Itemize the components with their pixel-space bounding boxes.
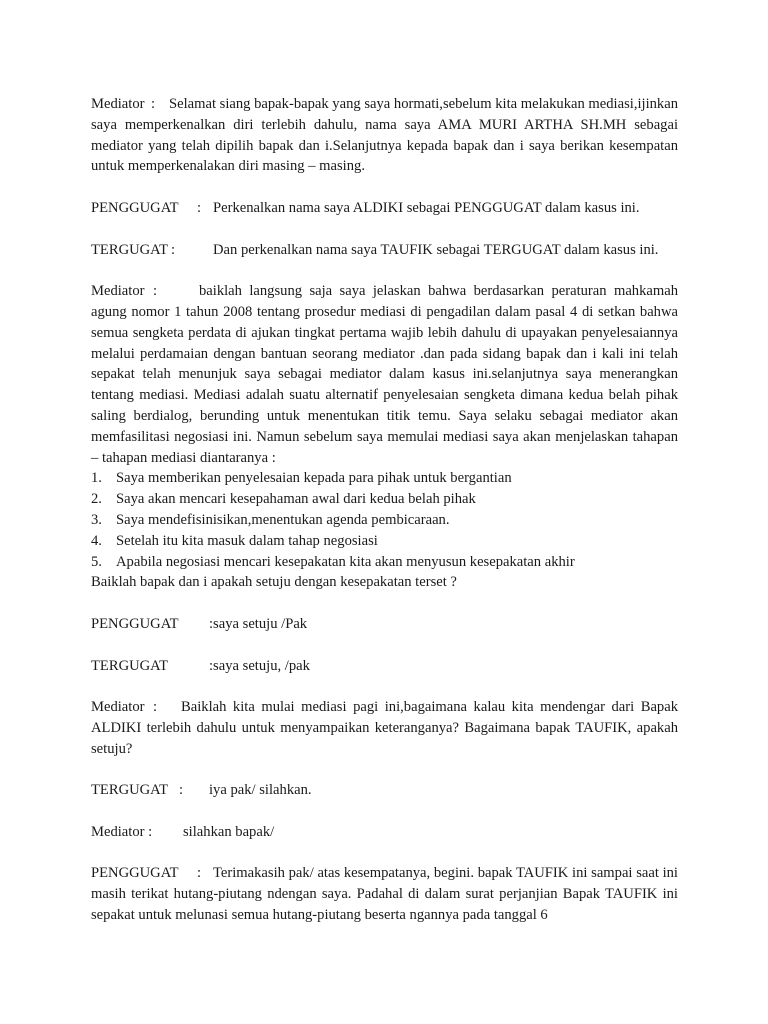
list-text: Saya akan mencari kesepahaman awal dari kedua belah pihak [116, 491, 476, 508]
dialogue-text: baiklah langsung saja saya jelaskan bahwa berdasarkan peraturan mahkamah agung nomor 1 tahun 2008 tentang prosedur mediasi di pengadilan dalam pasal 4 di setkan bahwa semua sengketa perdata di ajukan tingkat pertama wajib lebih dahulu di upayakan penyelesaiannya melalui perdamaian dengan bantuan seorang mediator .dan pada sidang bapak dan i kali ini telah sepakat telah menunjuk saya sebagai mediator dalam kasus ini.selanjutnya saya menerangkan tentang mediasi. Mediasi adalah suatu alternatif penyelesaian sengketa dimana kedua belah pihak saling berdialog, berunding untuk menentukan titik temu. Saya selaku sebagai mediator akan memfasilitasi negosiasi ini. Namun sebelum saya memulai mediasi saya akan menjelaskan tahapan – tahapan mediasi diantaranya : [91, 283, 678, 466]
dialogue-text: Terimakasih pak/ atas kesempatanya, begini. bapak TAUFIK ini sampai saat ini masih terikat hutang-piutang ndengan saya. Padahal di dalam surat perjanjian Bapak TAUFIK ini sepakat untuk melunasi semua hutang-piutang beserta ngannya pada tanggal 6 [91, 865, 678, 924]
list-item [91, 510, 678, 531]
speaker-colon: : [171, 241, 176, 258]
speaker-label: PENGGUGAT [91, 615, 179, 632]
list-number: 3. [91, 511, 102, 528]
dialogue-penggugat-statement [91, 863, 678, 925]
list-text: Setelah itu kita masuk dalam tahap negosiasi [116, 532, 378, 549]
list-item [91, 531, 678, 552]
closing-question: Baiklah bapak dan i apakah setuju dengan kesepakatan terset ? [91, 574, 457, 591]
dialogue-tergugat-reply [91, 780, 678, 801]
dialogue-mediator-opening [91, 94, 678, 177]
list-item [91, 489, 678, 510]
list-number: 1. [91, 470, 102, 487]
list-text: Saya memberikan penyelesaian kepada para pihak untuk bergantian [116, 470, 512, 487]
list-number: 5. [91, 553, 102, 570]
list-text: Saya mendefisinisikan,menentukan agenda pembicaraan. [116, 511, 450, 528]
speaker-colon: : [179, 782, 184, 799]
speaker-label: Mediator [91, 283, 145, 300]
dialogue-tergugat-intro [91, 240, 678, 261]
speaker-label: TERGUGAT [91, 657, 169, 674]
speaker-label: PENGGUGAT [91, 865, 179, 882]
list-number: 4. [91, 532, 102, 549]
speaker-colon: : [197, 199, 202, 216]
speaker-label: TERGUGAT [91, 782, 169, 799]
speaker-label: Mediator : [91, 823, 153, 840]
speaker-label: TERGUGAT [91, 241, 169, 258]
dialogue-penggugat-intro [91, 198, 678, 219]
speaker-label: Mediator [91, 699, 145, 716]
dialogue-text: iya pak/ silahkan. [209, 782, 312, 799]
dialogue-text: :saya setuju /Pak [209, 615, 308, 632]
list-text: Apabila negosiasi mencari kesepakatan kita akan menyusun kesepakatan akhir [116, 553, 575, 570]
speaker-colon: : [151, 96, 156, 112]
document-body [91, 94, 678, 926]
dialogue-tergugat-agree [91, 656, 678, 677]
dialogue-mediator-start [91, 697, 678, 759]
speaker-colon: : [153, 283, 158, 300]
speaker-label: Mediator [91, 96, 145, 112]
list-number: 2. [91, 491, 102, 508]
list-item [91, 552, 678, 573]
dialogue-text: :saya setuju, /pak [209, 657, 310, 674]
mediation-steps-list [91, 468, 678, 572]
dialogue-text: Baiklah kita mulai mediasi pagi ini,bagaimana kalau kita mendengar dari Bapak ALDIKI terlebih dahulu untuk menyampaikan keteranganya? Bagaimana bapak TAUFIK, apakah setuju? [91, 699, 678, 757]
dialogue-text: Selamat siang bapak-bapak yang saya hormati,sebelum kita melakukan mediasi,ijinkan saya memperkenalkan diri terlebih dahulu, nama saya AMA MURI ARTHA SH.MH sebagai mediator yang telah dipilih bapak dan i.Selanjutnya kepada bapak dan i saya berikan kesempatan untuk memperkenalakan diri masing – masing. [91, 96, 679, 175]
dialogue-penggugat-agree [91, 614, 678, 635]
dialogue-mediator-invite [91, 822, 678, 843]
speaker-label: PENGGUGAT [91, 199, 179, 216]
dialogue-text: Perkenalkan nama saya ALDIKI sebagai PENGGUGAT dalam kasus ini. [213, 199, 640, 216]
dialogue-text: Dan perkenalkan nama saya TAUFIK sebagai TERGUGAT dalam kasus ini. [213, 241, 659, 258]
dialogue-paragraph [91, 281, 678, 468]
list-item [91, 468, 678, 489]
speaker-colon: : [197, 865, 202, 882]
dialogue-text: silahkan bapak/ [183, 823, 275, 840]
speaker-colon: : [153, 699, 158, 716]
dialogue-mediator-explanation [91, 281, 678, 593]
